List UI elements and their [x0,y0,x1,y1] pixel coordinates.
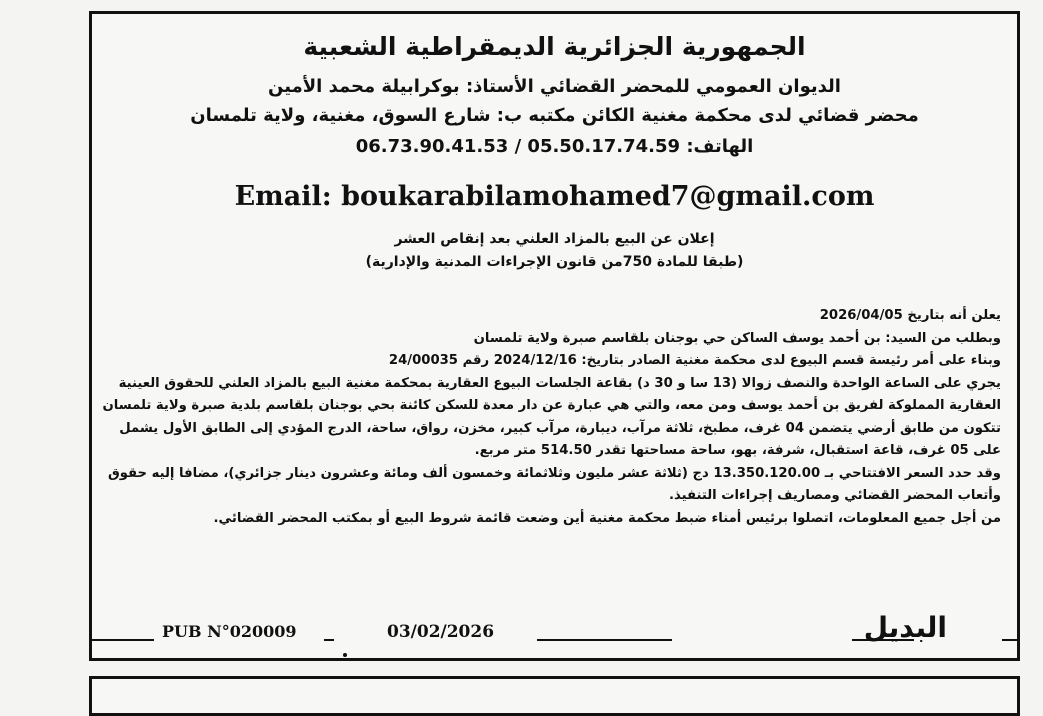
notice-subtitle: (طبقا للمادة 750من قانون الإجراءات المدنية والإدارية) [365,254,744,270]
phone-line [92,136,1017,157]
phone-label: الهاتف: [686,136,754,157]
body-line: يعلن أنه بتاريخ 2026/04/05 [819,308,1001,323]
publication-date: 03/02/2026 [387,622,495,642]
notice-body [101,305,1001,530]
footer-rule [537,639,672,641]
body-paragraph: وقد حدد السعر الافتتاحي بـ 13.350.120.00 دج (ثلاثة عشر مليون وثلاثمائة وخمسون ألف ومائة وعشرون دينار جزائري)، مضافا إليه حقوق وأتعاب المحضر القضائي ومصاريف إجراءات التنفيذ. [107,465,1001,503]
footer-rule [1002,639,1017,641]
footer-dot [343,653,347,657]
body-line: وبناء على أمر رئيسة قسم البيوع لدى محكمة مغنية الصادر بتاريخ: 2024/12/16 رقم 24/00035 [388,353,1001,368]
email-address: Email: boukarabilamohamed7@gmail.com [234,181,875,212]
republic-title: الجمهورية الجزائرية الديمقراطية الشعبية [303,32,806,61]
newspaper-name: البديل [863,611,947,644]
notice-frame [89,11,1020,661]
phone-numbers: 06.73.90.41.53 / 05.50.17.74.59 [355,136,681,157]
footer-rule [92,639,154,641]
footer-rule [324,639,334,641]
body-paragraph: يجري على الساعة الواحدة والنصف زوالا (13 سا و 30 د) بقاعة الجلسات البيوع العقارية بمحكمة مغنية البيع بالمزاد العلني للحقوق العينية العقارية المملوكة لفريق بن أحمد يوسف ومن معه، والتي هي عبارة عن دار معدة للسكن كائنة بحي بوجنان بلقاسم بلدية صبرة ولاية تلمسان تتكون من طابق أرضي يتضمن 04 غرف، مطبخ، ثلاثة مرآب، ديبارة، مرآب كبير، مخزن، رواق، ساحة، الدرج المؤدي إلى الطابق الأول يشمل على 05 غرف، قاعة استقبال، شرفة، بهو، ساحة مساحتها تقدر 514.50 متر مربع. [102,375,1001,458]
notice-title: إعلان عن البيع بالمزاد العلني بعد إنقاص العشر [394,231,715,247]
body-line: وبطلب من السيد: بن أحمد يوسف الساكن حي بوجنان بلقاسم صبرة ولاية تلمسان [473,330,1001,346]
body-paragraph: من أجل جميع المعلومات، اتصلوا برئيس أمناء ضبط محكمة مغنية أين وضعت قائمة شروط البيع أو بمكتب المحضر القضائي. [213,510,1001,526]
next-notice-frame [89,676,1020,716]
office-address: محضر قضائي لدى محكمة مغنية الكائن مكتبه ب: شارع السوق، مغنية، ولاية تلمسان [190,105,919,126]
pub-number: PUB N°020009 [162,622,297,641]
office-name: الديوان العمومي للمحضر القضائي الأستاذ: بوكرابيلة محمد الأمين [268,76,841,97]
